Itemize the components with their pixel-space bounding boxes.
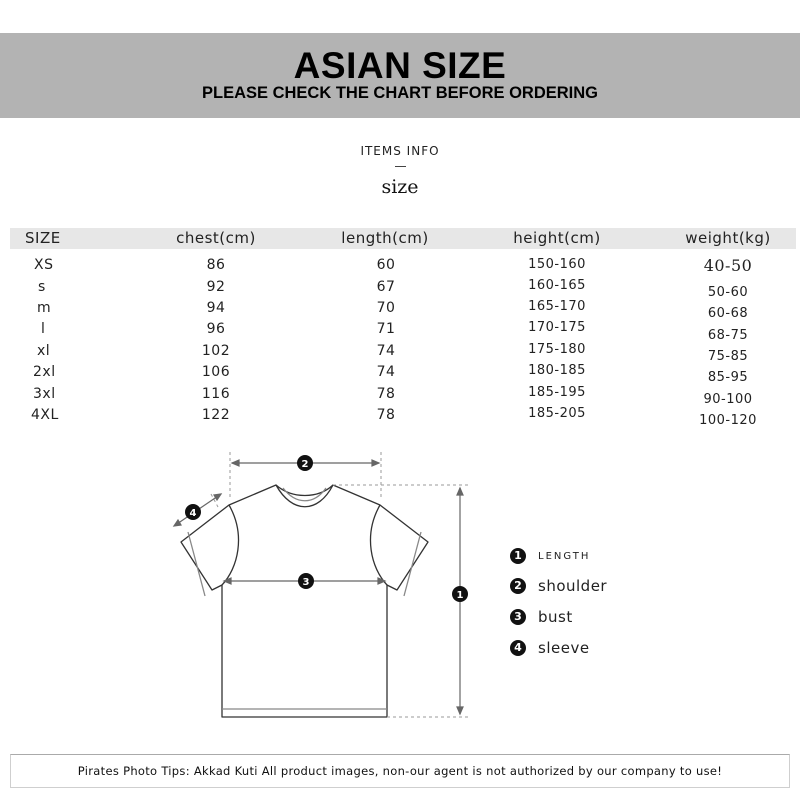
column-header-weight: weight(kg) [685, 229, 771, 247]
cell-weight: 90-100 [703, 392, 753, 407]
size-heading: size [381, 176, 419, 198]
cell-length: 78 [376, 386, 396, 402]
column-header-size: SIZE [25, 229, 61, 247]
column-header-chest: chest(cm) [176, 229, 256, 247]
svg-text:4: 4 [189, 508, 197, 519]
cell-chest: 96 [206, 321, 226, 337]
svg-text:1: 1 [456, 590, 464, 601]
diagram-marker-3 [298, 573, 314, 589]
measurement-guides [211, 452, 468, 717]
cell-size: xl [37, 343, 51, 359]
tshirt-outline [181, 485, 428, 717]
cell-weight: 50-60 [707, 285, 749, 300]
cell-height: 185-195 [528, 385, 586, 400]
cell-weight: 68-75 [707, 328, 749, 343]
diagram-marker-1 [452, 586, 468, 602]
cell-weight: 40-50 [703, 256, 753, 275]
diagram-marker-4 [185, 504, 201, 520]
cell-length: 78 [376, 407, 396, 423]
cell-chest: 116 [201, 386, 231, 402]
cell-length: 74 [376, 343, 396, 359]
cell-size: l [41, 321, 46, 337]
legend-label: bust [538, 608, 573, 626]
svg-text:3: 3 [302, 577, 310, 588]
cell-chest: 92 [206, 279, 226, 295]
cell-chest: 102 [201, 343, 231, 359]
cell-height: 175-180 [528, 342, 586, 357]
cell-size: m [37, 300, 52, 316]
cell-length: 74 [376, 364, 396, 380]
legend-number: 4 [510, 640, 526, 656]
cell-chest: 106 [201, 364, 231, 380]
cell-size: s [38, 279, 46, 295]
legend-label: length [538, 547, 591, 563]
diagram-marker-2 [297, 455, 313, 471]
banner-subtitle: PLEASE CHECK THE CHART BEFORE ORDERING [201, 84, 599, 102]
cell-length: 67 [376, 279, 396, 295]
cell-height: 150-160 [528, 257, 586, 272]
cell-height: 160-165 [528, 278, 586, 293]
cell-size: 4XL [31, 407, 59, 423]
footer-text: Pirates Photo Tips: Akkad Kuti All product images, non-our agent is not authorized by our company to use! [77, 764, 723, 778]
legend-label: sleeve [538, 639, 590, 657]
legend-number: 3 [510, 609, 526, 625]
cell-chest: 86 [206, 257, 226, 273]
cell-length: 60 [376, 257, 396, 273]
cell-size: 3xl [33, 386, 56, 402]
cell-height: 185-205 [528, 406, 586, 421]
cell-weight: 75-85 [707, 349, 749, 364]
svg-text:2: 2 [301, 459, 309, 470]
cell-height: 165-170 [528, 299, 586, 314]
cell-length: 71 [376, 321, 396, 337]
legend-label: shoulder [538, 577, 608, 595]
cell-size: 2xl [33, 364, 56, 380]
column-header-length: length(cm) [341, 229, 429, 247]
cell-size: XS [34, 257, 54, 273]
cell-chest: 122 [201, 407, 231, 423]
items-info-label: ITEMS INFO [360, 144, 440, 158]
cell-height: 170-175 [528, 320, 586, 335]
footer-notice [10, 754, 790, 788]
legend-number: 1 [510, 548, 526, 564]
cell-chest: 94 [206, 300, 226, 316]
cell-weight: 100-120 [699, 413, 757, 428]
cell-weight: 85-95 [707, 370, 749, 385]
legend-number: 2 [510, 578, 526, 594]
cell-length: 70 [376, 300, 396, 316]
cell-weight: 60-68 [707, 306, 749, 321]
column-header-height: height(cm) [513, 229, 601, 247]
cell-height: 180-185 [528, 363, 586, 378]
banner-title: ASIAN SIZE [293, 45, 507, 86]
